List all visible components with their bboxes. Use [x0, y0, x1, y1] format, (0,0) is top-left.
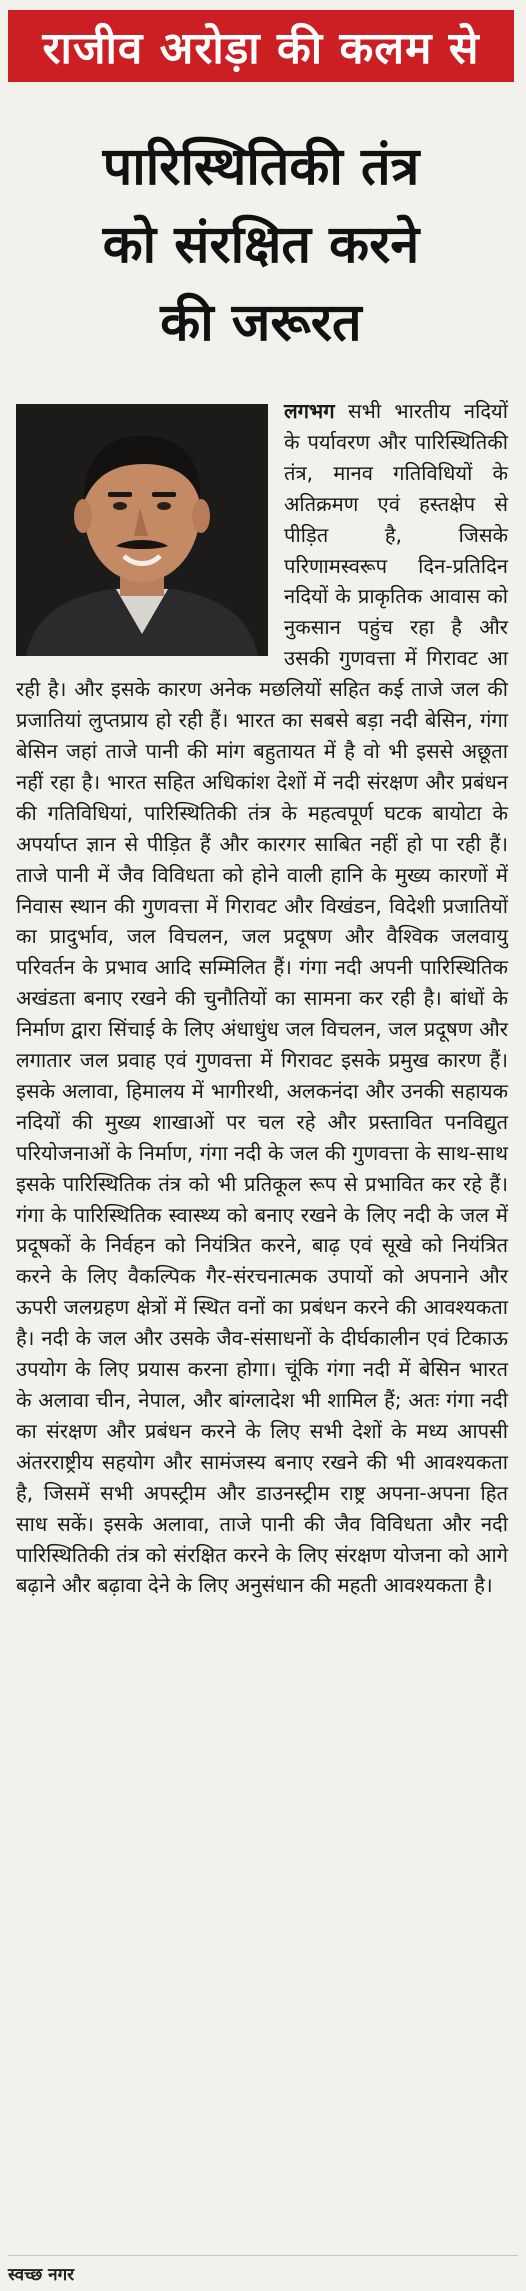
article-text	[16, 399, 508, 1597]
author-portrait-icon	[16, 404, 268, 656]
headline	[8, 128, 514, 362]
article-column	[8, 10, 514, 1601]
headline-line-2: को संरक्षित करने	[102, 215, 420, 275]
author-kicker-banner	[8, 10, 514, 82]
article-body-text: सभी भारतीय नदियों के पर्यावरण और पारिस्थितिकी तंत्र, मानव गतिविधियों के अतिक्रमण एवं हस्तक्षेप से पीड़ित है, जिसके परिणामस्वरूप दिन-प्रतिदिन नदियों के प्राकृतिक आवास को नुकसान पहुंच रहा है और उसकी गुणवत्ता में गिरावट आ रही है। और इसके कारण अनेक मछलियों सहित कई ताजे जल की प्रजातियां लुप्तप्राय हो रही हैं। भारत का सबसे बड़ा नदी बेसिन, गंगा बेसिन जहां ताजे पानी की मांग बहुतायत में है वो भी इससे अछूता नहीं रहा है। भारत सहित अधिकांश देशों में नदी संरक्षण और प्रबंधन की गतिविधियां, पारिस्थितिकी तंत्र के महत्वपूर्ण घटक बायोटा के अपर्याप्त ज्ञान से पीड़ित हैं और कारगर साबित नहीं हो पा रही हैं। ताजे पानी में जैव विविधता को होने वाली हानि के मुख्य कारणों में निवास स्थान की गुणवत्ता में गिरावट और विखंडन, विदेशी प्रजातियों का प्रादुर्भाव, जल विचलन, जल प्रदूषण और वैश्विक जलवायु परिवर्तन के प्रभाव आदि सम्मिलित हैं। गंगा नदी अपनी पारिस्थितिक अखंडता बनाए रखने की चुनौतियों का सामना कर रही है। बांधों के निर्माण द्वारा सिंचाई के लिए अंधाधुंध जल विचलन, जल प्रदूषण और लगातार जल प्रवाह एवं गुणवत्ता में गिरावट इसके प्रमुख कारण हैं। इसके अलावा, हिमालय में भागीरथी, अलकनंदा और उनकी सहायक नदियों की मुख्य शाखाओं पर चल रहे और प्रस्तावित पनविद्युत परियोजनाओं के निर्माण, गंगा नदी के जल की गुणवत्ता के साथ-साथ इसके पारिस्थितिक तंत्र को भी प्रतिकूल रूप से प्रभावित कर रहे हैं। गंगा के पारिस्थितिक स्वास्थ्य को बनाए रखने के लिए नदी के जल में प्रदूषकों के निर्वहन को नियंत्रित करने, बाढ़ एवं सूखे को नियंत्रित करने के लिए वैकल्पिक गैर-संरचनात्मक उपायों को अपनाने और ऊपरी जलग्रहण क्षेत्रों में स्थित वनों का प्रबंधन करने की आवश्यकता है। नदी के जल और उसके जैव-संसाधनों के दीर्घकालीन एवं टिकाऊ उपयोग के लिए प्रयास करना होगा। चूंकि गंगा नदी में बेसिन भारत के अलावा चीन, नेपाल, और बांग्लादेश भी शामिल हैं; अतः गंगा नदी का संरक्षण और प्रबंधन करने के लिए सभी देशों के मध्य आपसी अंतरराष्ट्रीय सहयोग और सामंजस्य बनाए रखने की भी आवश्यकता है, जिसमें सभी अपस्ट्रीम और डाउनस्ट्रीम राष्ट्र अपना-अपना हित साध सकें। इसके अलावा, ताजे पानी की जैव विविधता और नदी पारिस्थितिकी तंत्र को संरक्षित करने के लिए संरक्षण योजना को आगे बढ़ाने और बढ़ावा देने के लिए अनुसंधान की महती आवश्यकता है।	[16, 399, 508, 1598]
kicker-text: राजीव अरोड़ा की कलम से	[42, 23, 480, 74]
headline-line-3: की जरूरत	[160, 293, 362, 353]
lead-word: लगभग	[284, 399, 335, 423]
headline-line-1: पारिस्थितिकी तंत्र	[102, 137, 420, 197]
author-photo	[16, 404, 268, 656]
page-footer-section-name: स्वच्छ नगर	[8, 2255, 518, 2285]
article-body	[8, 396, 514, 1601]
